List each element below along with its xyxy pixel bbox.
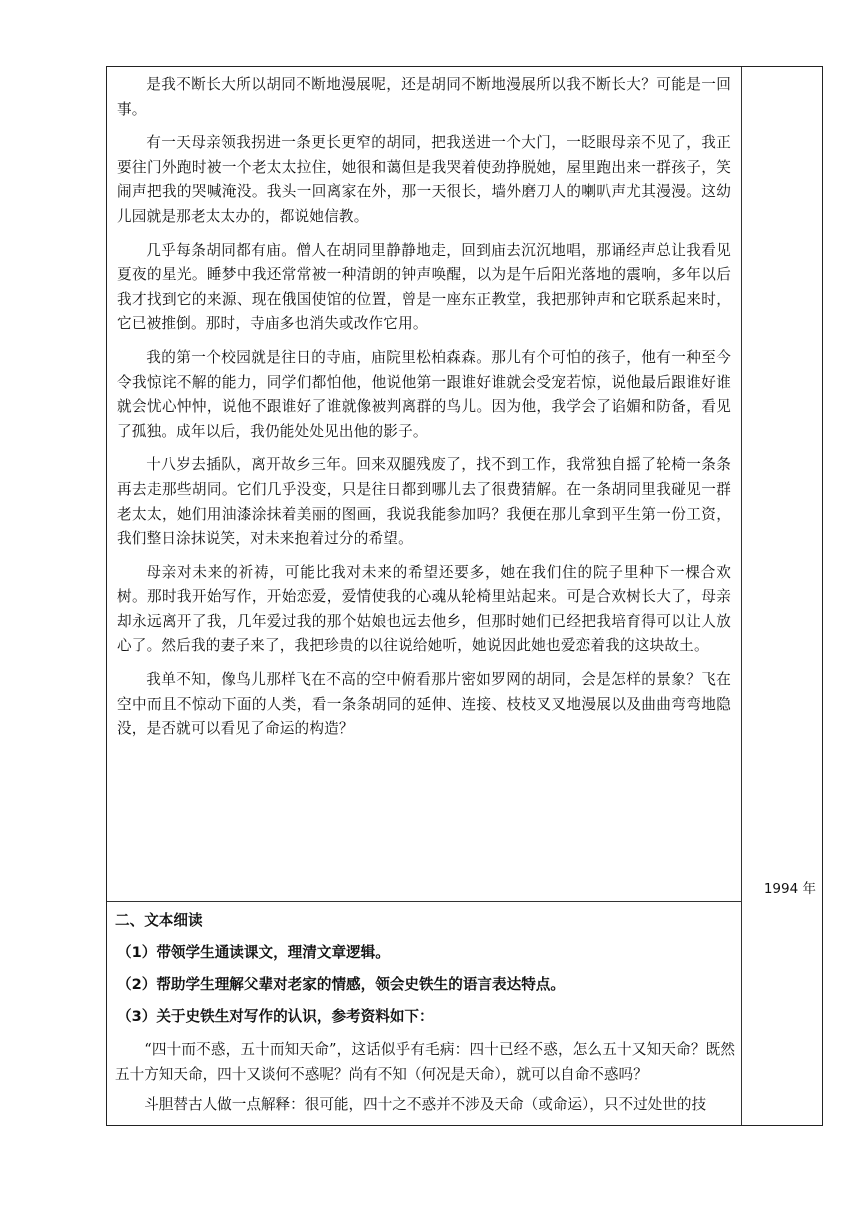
document-table-frame [106, 66, 823, 1126]
essay-paragraph: 十八岁去插队，离开故乡三年。回来双腿残废了，找不到工作，我常独自摇了轮椅一条条再去走那些胡同。它们几乎没变，只是往日都到哪儿去了很费猜解。在一条胡同里我碰见一群老太太，她们用油漆涂抹着美丽的图画，我说我能参加吗？我便在那儿拿到平生第一份工资，我们整日涂抹说笑，对未来抱着过分的希望。 [117, 456, 731, 548]
table-column-divider [741, 67, 742, 1125]
reference-paragraph: 斗胆替古人做一点解释：很可能，四十之不惑并不涉及天命（或命运），只不过处世的技 [144, 1096, 707, 1114]
table-row-divider [107, 901, 741, 902]
essay-paragraph: 我单不知，像鸟儿那样飞在不高的空中俯看那片密如罗网的胡同，会是怎样的景象？飞在空中而且不惊动下面的人类，看一条条胡同的延伸、连接、枝枝叉叉地漫展以及曲曲弯弯地隐没，是否就可以看见了命运的构造？ [117, 671, 731, 738]
essay-paragraph: 是我不断长大所以胡同不断地漫展呢，还是胡同不断地漫展所以我不断长大？可能是一回事。 [117, 76, 731, 118]
text-reading-section [115, 910, 735, 1124]
section-item: （2）帮助学生理解父辈对老家的情感，领会史铁生的语言表达特点。 [117, 976, 565, 993]
essay-paragraph: 有一天母亲领我拐进一条更长更窄的胡同，把我送进一个大门，一眨眼母亲不见了，我正要往门外跑时被一个老太太拉住，她很和蔼但是我哭着使劲挣脱她，屋里跑出来一群孩子，笑闹声把我的哭喊淹没。我头一回离家在外，那一天很长，墙外磨刀人的喇叭声尤其漫漫。这幼儿园就是那老太太办的，都说她信教。 [117, 134, 731, 225]
reference-paragraph: “四十而不惑，五十而知天命”，这话似乎有毛病：四十已经不惑，怎么五十又知天命？既然五十方知天命，四十又谈何不惑呢？尚有不知（何况是天命），就可以自命不惑吗？ [115, 1041, 735, 1083]
essay-date: 1994 年 [763, 881, 816, 897]
section-heading: 二、文本细读 [115, 912, 203, 929]
section-item: （3）关于史铁生对写作的认识，参考资料如下： [117, 1008, 434, 1025]
essay-paragraph: 几乎每条胡同都有庙。僧人在胡同里静静地走，回到庙去沉沉地唱，那诵经声总让我看见夏夜的星光。睡梦中我还常常被一种清朗的钟声唤醒，以为是午后阳光落地的震响，多年以后我才找到它的来源、现在俄国使馆的位置，曾是一座东正教堂，我把那钟声和它联系起来时，它已被推倒。那时，寺庙多也消失或改作它用。 [117, 241, 731, 333]
section-item: （1）带领学生通读课文，理清文章逻辑。 [117, 944, 390, 961]
essay-body [117, 73, 731, 751]
essay-paragraph: 母亲对未来的祈祷，可能比我对未来的希望还要多，她在我们住的院子里种下一棵合欢树。那时我开始写作，开始恋爱，爱情使我的心魂从轮椅里站起来。可是合欢树长大了，母亲却永远离开了我，几年爱过我的那个姑娘也远去他乡，但那时她们已经把我培育得可以让人放心了。然后我的妻子来了，我把珍贵的以往说给她听，她说因此她也爱恋着我的这块故土。 [117, 563, 731, 655]
essay-paragraph: 我的第一个校园就是往日的寺庙，庙院里松柏森森。那儿有个可怕的孩子，他有一种至今令我惊诧不解的能力，同学们都怕他，他说他第一跟谁好谁就会受宠若惊，说他最后跟谁好谁就会忧心忡忡，说他不跟谁好了谁就像被判离群的鸟儿。因为他，我学会了谄媚和防备，看见了孤独。成年以后，我仍能处处见出他的影子。 [117, 348, 731, 440]
